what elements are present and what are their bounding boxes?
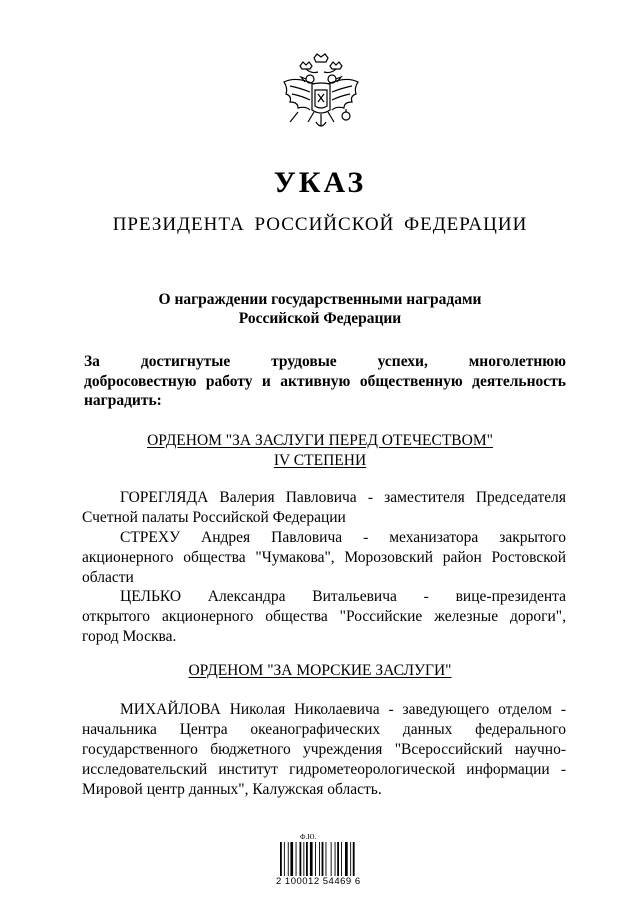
order-heading <box>0 431 640 470</box>
subject-line: Российской Федерации <box>238 310 402 327</box>
entry-line: государственного бюджетного учреждения "Всероссийский научно- <box>82 741 566 758</box>
entry-line: СТРЕХУ Андрея Павловича - механизатора закрытого <box>120 529 566 546</box>
entry-line: ГОРЕГЛЯДА Валерия Павловича - заместителя Председателя <box>120 489 566 506</box>
entry-line: акционерного общества "Чумакова", Морозовский район Ростовской <box>82 549 566 566</box>
entry-line: исследовательский институт гидрометеорологической информации - <box>82 761 566 778</box>
barcode-mark: Ф.Ю. <box>300 833 317 841</box>
entry-line: ЦЕЛЬКО Александра Витальевича - вице-президента <box>120 588 566 605</box>
document-subject <box>0 290 640 328</box>
subject-line: О награждении государственными наградами <box>158 291 482 308</box>
barcode <box>280 842 366 878</box>
award-entry <box>82 700 566 800</box>
entry-line: области <box>82 569 134 586</box>
award-entry <box>82 528 566 588</box>
barcode-number: 2 100012 54469 6 <box>276 876 361 887</box>
preamble-line: наградить: <box>84 392 162 409</box>
document-title: УКАЗ <box>273 166 367 199</box>
coat-of-arms-emblem <box>276 52 366 148</box>
order-heading-line: IV СТЕПЕНИ <box>273 451 367 469</box>
preamble-line: За достигнутые трудовые успехи, многолетнюю <box>84 353 566 370</box>
order-heading-line: ОРДЕНОМ "ЗА ЗАСЛУГИ ПЕРЕД ОТЕЧЕСТВОМ" <box>147 432 493 449</box>
award-entry <box>82 587 566 647</box>
preamble-line: добросовестную работу и активную общественную деятельность <box>84 372 566 390</box>
entry-line: Мировой центр данных", Калужская область. <box>82 781 382 798</box>
order-heading-line: ОРДЕНОМ "ЗА МОРСКИЕ ЗАСЛУГИ" <box>188 662 452 679</box>
order-heading <box>0 661 640 681</box>
entry-line: МИХАЙЛОВА Николая Николаевича - заведующего отделом - <box>120 701 566 718</box>
document-subtitle: ПРЕЗИДЕНТА РОССИЙСКОЙ ФЕДЕРАЦИИ <box>112 214 528 235</box>
award-entry <box>82 488 566 528</box>
entry-line: открытого акционерного общества "Российские железные дороги", <box>82 608 566 625</box>
entry-line: Счетной палаты Российской Федерации <box>82 509 346 526</box>
entry-line: начальника Центра океанографических данных федерального <box>82 721 566 738</box>
preamble <box>84 352 566 411</box>
entry-line: город Москва. <box>82 628 177 645</box>
